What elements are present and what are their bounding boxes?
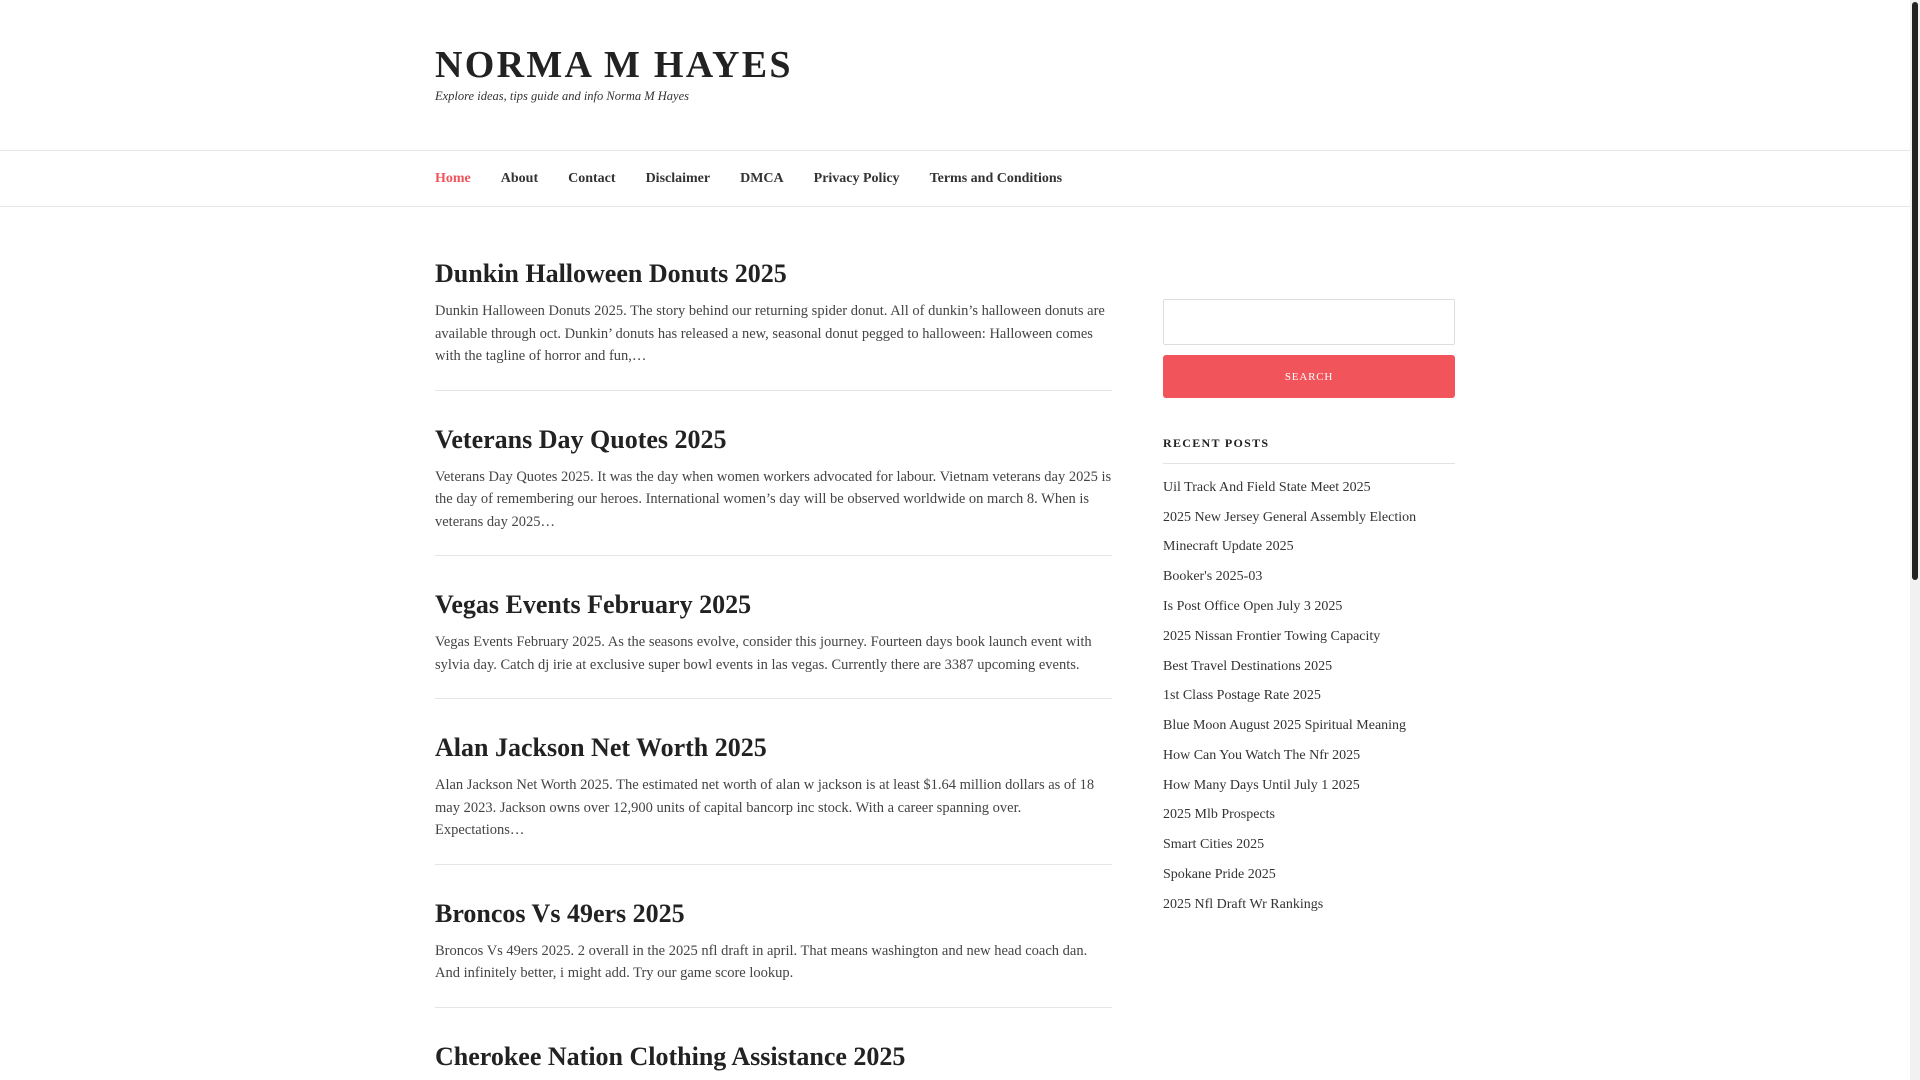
recent-post-link[interactable]: 2025 Nissan Frontier Towing Capacity xyxy=(1163,628,1381,644)
post-item xyxy=(435,898,1112,1008)
sidebar xyxy=(1163,299,1455,920)
recent-post-link[interactable]: 1st Class Postage Rate 2025 xyxy=(1163,688,1321,704)
post-title[interactable]: Veterans Day Quotes 2025 xyxy=(435,424,727,454)
recent-post-link[interactable]: Minecraft Update 2025 xyxy=(1163,539,1294,555)
nav-item-disclaimer[interactable]: Disclaimer xyxy=(645,171,711,186)
recent-posts-list xyxy=(1163,473,1455,920)
site-header xyxy=(0,0,1910,150)
recent-post-link[interactable]: How Can You Watch The Nfr 2025 xyxy=(1163,747,1361,763)
nav-item-privacy-policy[interactable]: Privacy Policy xyxy=(813,171,900,186)
post-excerpt: Broncos Vs 49ers 2025. 2 overall in the 2025 nfl draft in april. That means washington and new head coach dan. And infinitely better, i might add. Try our game score lookup. xyxy=(435,942,1088,981)
recent-post-link[interactable]: 2025 Nfl Draft Wr Rankings xyxy=(1163,896,1324,912)
recent-post-link[interactable]: How Many Days Until July 1 2025 xyxy=(1163,777,1360,793)
recent-post-link[interactable]: Booker's 2025-03 xyxy=(1163,569,1263,585)
post-excerpt: Vegas Events February 2025. As the seasons evolve, consider this journey. Fourteen days book launch event with sylvia day. Catch dj irie at exclusive super bowl events in las vegas. Currently there are 3387 upcoming events. xyxy=(435,634,1092,673)
recent-post-link[interactable]: Blue Moon August 2025 Spiritual Meaning xyxy=(1163,718,1407,734)
recent-post-link[interactable]: Spokane Pride 2025 xyxy=(1163,867,1276,883)
recent-posts-title: RECENT POSTS xyxy=(1163,436,1455,464)
recent-post-link[interactable]: 2025 Mlb Prospects xyxy=(1163,807,1275,823)
scrollbar-thumb[interactable] xyxy=(1912,2,1918,580)
nav-item-contact[interactable]: Contact xyxy=(568,171,616,186)
post-title[interactable]: Dunkin Halloween Donuts 2025 xyxy=(435,259,787,288)
nav-item-dmca[interactable]: DMCA xyxy=(740,171,784,186)
post-item xyxy=(435,258,1112,391)
post-title[interactable]: Cherokee Nation Clothing Assistance 2025 xyxy=(435,1041,906,1071)
post-title[interactable]: Alan Jackson Net Worth 2025 xyxy=(435,733,767,762)
nav-menu xyxy=(435,151,1092,207)
post-title[interactable]: Broncos Vs 49ers 2025 xyxy=(435,898,685,928)
post-excerpt: Veterans Day Quotes 2025. It was the day when women workers advocated for labour. Vietnam veterans day 2025 is the day of remembering our heroes. International women’s day will be observed worldwide on march 8. When is veterans day 2025… xyxy=(435,468,1112,530)
post-title[interactable]: Vegas Events February 2025 xyxy=(435,590,752,619)
recent-post-link[interactable]: 2025 New Jersey General Assembly Election xyxy=(1163,509,1417,525)
nav-item-about[interactable]: About xyxy=(500,171,539,186)
site-tagline: Explore ideas, tips guide and info Norma M Hayes xyxy=(435,89,690,103)
search-input[interactable] xyxy=(1163,299,1455,345)
post-item xyxy=(435,424,1112,557)
post-list xyxy=(435,258,1112,1080)
recent-post-link[interactable]: Uil Track And Field State Meet 2025 xyxy=(1163,479,1371,495)
main-navigation xyxy=(0,150,1910,207)
post-item xyxy=(435,732,1112,865)
page-scrollbar[interactable] xyxy=(1910,0,1920,1080)
nav-item-terms[interactable]: Terms and Conditions xyxy=(929,171,1063,186)
post-excerpt: Dunkin Halloween Donuts 2025. The story behind our returning spider donut. All of dunkin’s halloween donuts are available through oct. Dunkin’ donuts has released a new, seasonal donut pegged to halloween: Halloween comes with the tagline of horror and fun,… xyxy=(435,303,1105,364)
search-button[interactable]: SEARCH xyxy=(1163,355,1455,398)
post-item xyxy=(435,589,1112,699)
site-title[interactable]: NORMA M HAYES xyxy=(435,44,793,86)
recent-post-link[interactable]: Best Travel Destinations 2025 xyxy=(1163,658,1333,674)
nav-item-home[interactable]: Home xyxy=(435,171,471,186)
recent-post-link[interactable]: Smart Cities 2025 xyxy=(1163,837,1265,853)
post-item xyxy=(435,1041,1112,1080)
post-excerpt: Alan Jackson Net Worth 2025. The estimated net worth of alan w jackson is at least $1.64 million dollars as of 18 may 2023. Jackson owns over 12,900 units of capital bancorp inc stock. With a career spanning over. Expectations… xyxy=(435,777,1095,838)
brand xyxy=(435,44,793,104)
recent-post-link[interactable]: Is Post Office Open July 3 2025 xyxy=(1163,599,1343,615)
